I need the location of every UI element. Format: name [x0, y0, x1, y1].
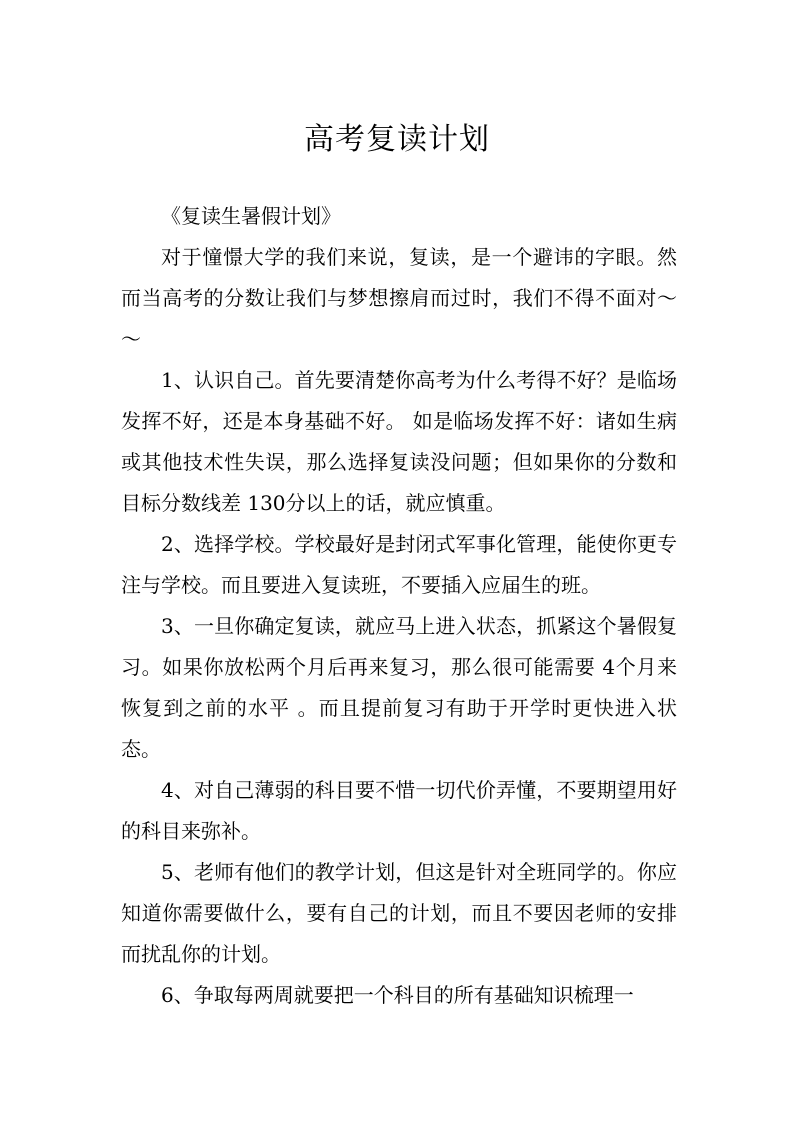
paragraph-1: 1、认识自己。首先要清楚你高考为什么考得不好？是临场发挥不好，还是本身基础不好。 如是临场发挥不好：诸如生病或其他技术性失误，那么选择复读没问题；但如果你的分数和目标分数线差 130分以上的话，就应慎重。	[121, 368, 677, 515]
paragraph-2: 2、选择学校。学校最好是封闭式军事化管理，能使你更专注与学校。而且要进入复读班，不要插入应届生的班。	[121, 532, 677, 597]
page-title: 高考复读计划	[304, 122, 490, 158]
document-body	[121, 196, 677, 1016]
paragraph-3: 3、一旦你确定复读，就应马上进入状态，抓紧这个暑假复习。如果你放松两个月后再来复习，那么很可能需要 4个月来恢复到之前的水平 。而且提前复习有助于开学时更快进入状态。	[121, 614, 677, 761]
paragraph-6: 6、争取每两周就要把一个科目的所有基础知识梳理一	[161, 983, 634, 1007]
document-subtitle: 《复读生暑假计划》	[161, 204, 341, 228]
paragraph-4: 4、对自己薄弱的科目要不惜一切代价弄懂，不要期望用好的科目来弥补。	[121, 778, 677, 843]
paragraph-intro: 对于憧憬大学的我们来说，复读，是一个避讳的字眼。然而当高考的分数让我们与梦想擦肩而过时，我们不得不面对～～	[121, 245, 677, 351]
paragraph-5: 5、老师有他们的教学计划，但这是针对全班同学的。你应知道你需要做什么，要有自己的计划，而且不要因老师的安排而扰乱你的计划。	[121, 860, 677, 966]
